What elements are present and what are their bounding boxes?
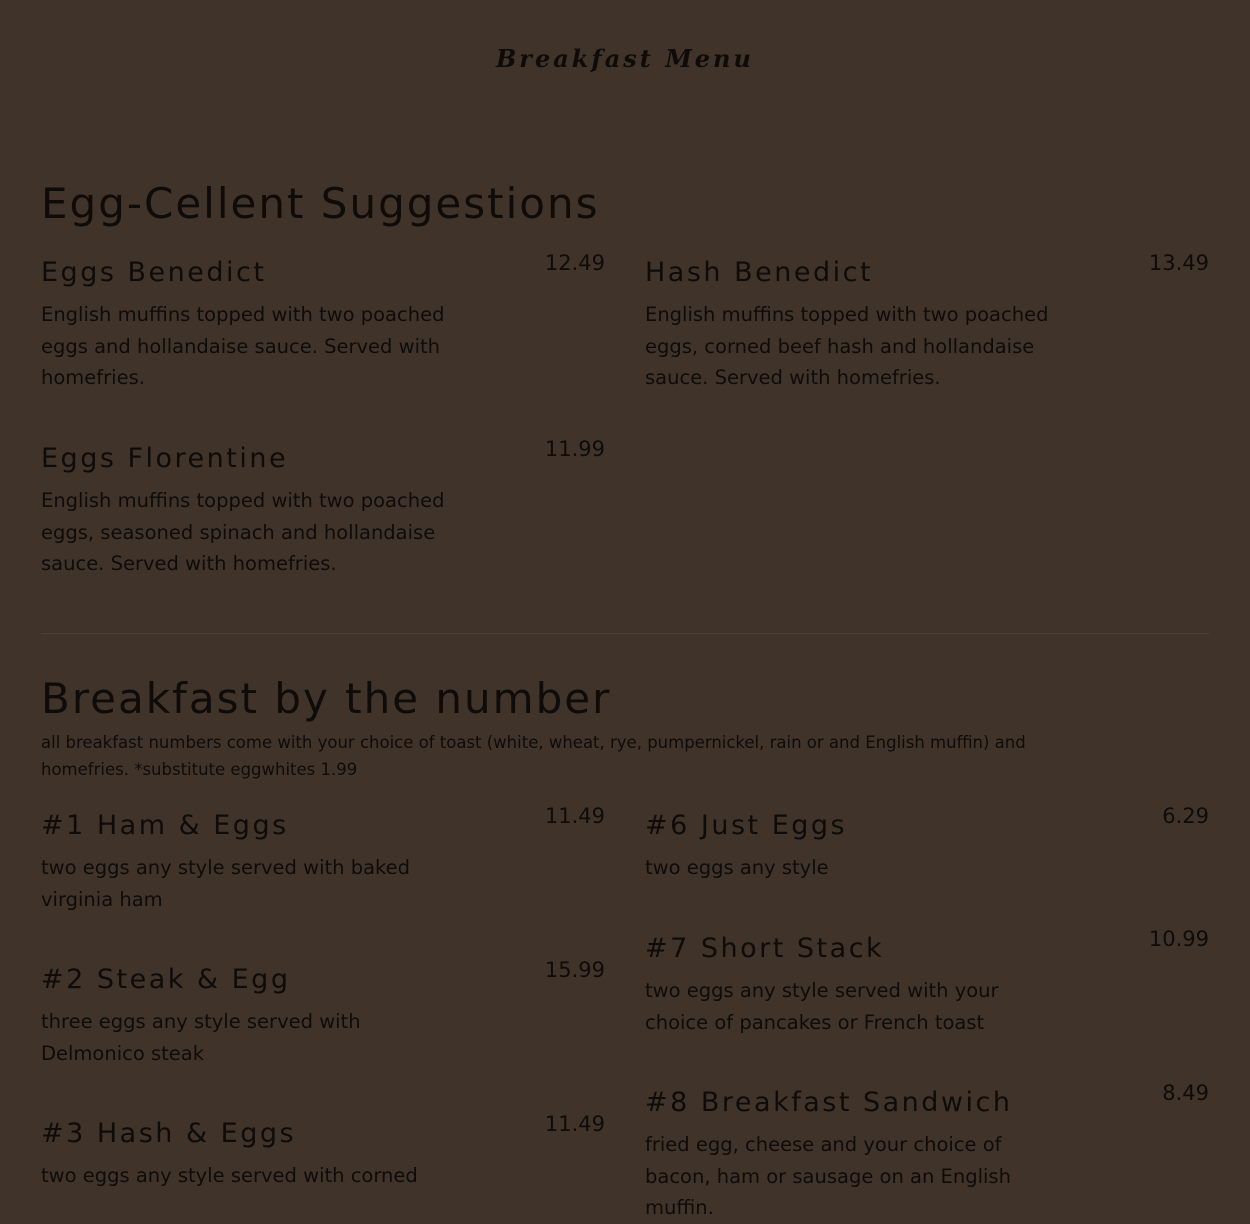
item-description: two eggs any style served with corned	[41, 1164, 418, 1187]
item-description: two eggs any style	[645, 856, 829, 879]
item-price: 11.99	[544, 437, 605, 461]
item-price: 13.49	[1148, 251, 1209, 275]
item-description: English muffins topped with two poached eggs, corned beef hash and hollandaise sauce. Served with homefries.	[645, 303, 1049, 389]
item-description: two eggs any style served with baked virginia ham	[41, 856, 410, 911]
item-description: English muffins topped with two poached eggs, seasoned spinach and hollandaise sauce. Served with homefries.	[41, 489, 445, 575]
item-name: Eggs Florentine	[41, 443, 289, 474]
item-name: Eggs Benedict	[41, 257, 267, 288]
page-title: Breakfast Menu	[496, 44, 754, 73]
item-price: 11.49	[544, 1112, 605, 1136]
section-note: all breakfast numbers come with your choice of toast (white, wheat, rye, pumpernickel, rain or and English muffin) and homefries. *substitute eggwhites 1.99	[41, 733, 1026, 779]
item-name: #8 Breakfast Sandwich	[645, 1087, 1013, 1118]
item-price: 15.99	[544, 958, 605, 982]
item-name: #7 Short Stack	[645, 933, 885, 964]
item-name: #1 Ham & Eggs	[41, 810, 289, 841]
section-title-suggestions: Egg-Cellent Suggestions	[41, 179, 600, 228]
item-price: 11.49	[544, 804, 605, 828]
item-name: #3 Hash & Eggs	[41, 1118, 297, 1149]
item-description: three eggs any style served with Delmonico steak	[41, 1010, 361, 1065]
item-description: two eggs any style served with your choice of pancakes or French toast	[645, 979, 999, 1034]
item-name: #2 Steak & Egg	[41, 964, 291, 995]
item-name: Hash Benedict	[645, 257, 874, 288]
item-description: English muffins topped with two poached eggs and hollandaise sauce. Served with homefries.	[41, 303, 445, 389]
item-name: #6 Just Eggs	[645, 810, 848, 841]
section-title-numbers: Breakfast by the number	[41, 674, 612, 723]
item-description: fried egg, cheese and your choice of bacon, ham or sausage on an English muffin.	[645, 1133, 1011, 1219]
item-price: 8.49	[1162, 1081, 1209, 1105]
item-price: 12.49	[544, 251, 605, 275]
item-price: 10.99	[1148, 927, 1209, 951]
item-price: 6.29	[1162, 804, 1209, 828]
section-divider	[41, 633, 1209, 634]
